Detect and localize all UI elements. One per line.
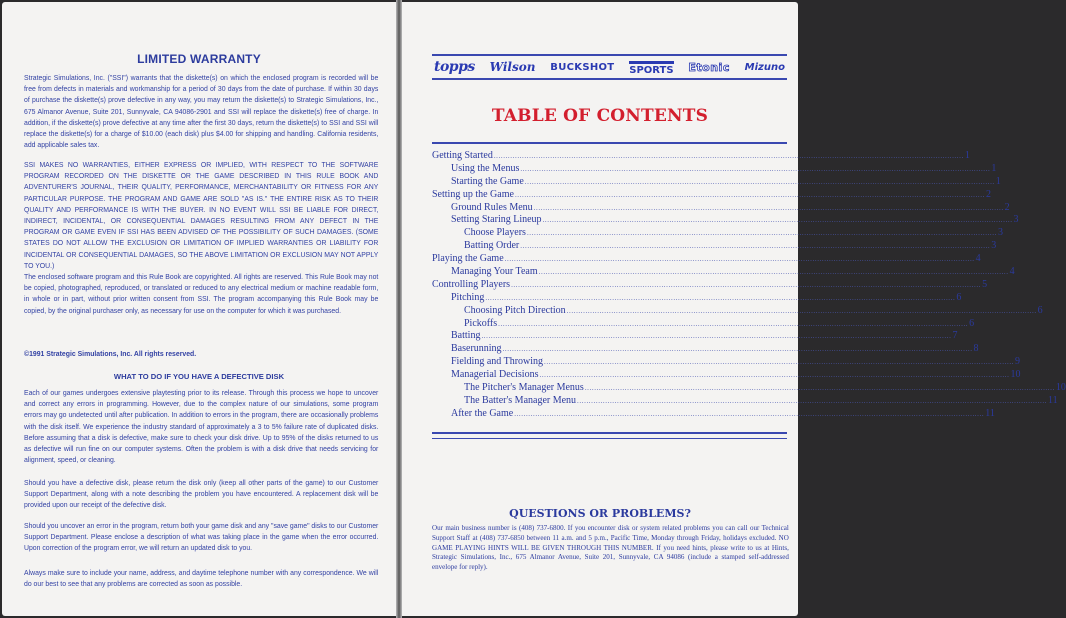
toc-entry-label: The Batter's Manager Menu (464, 394, 577, 406)
toc-entry (432, 175, 1001, 189)
toc-leader-dots: ........................................................................................................................................................................................................ (481, 332, 952, 341)
toc-entry-page: 10 (1055, 382, 1066, 394)
wilson-logo: Wilson (489, 60, 536, 74)
buckshot-logo: BUCKSHOT (550, 61, 615, 73)
toc-entry-label: Managerial Decisions (451, 369, 539, 381)
toc-entry (432, 201, 1010, 215)
questions-text: Our main business number is (408) 737-6800. If you encounter disk or system related problems you can call our Technical Support Staff at (408) 737-6850 between 11 a.m. and 5 p.m., Pacific Time, Monday through Friday, holidays excluded. NO GAME PLAYING HINTS WILL BE GIVEN THROUGH THIS NUMBER. If you need hints, please write to us at Hints, Strategic Simulations, Inc., 675 Almanor Avenue, Suite 201, Sunnyvale, CA 94086 (include a stamped self-addressed envelope for reply). (432, 523, 789, 572)
playtesting-paragraph: Each of our games undergoes extensive playtesting prior to its release. Through this process we hope to uncover and correct any errors in programming. However, due to the complex nature of our simulations, some program errors may go undetected until after publication. In addition to errors in the program, there are occasionally problems with the disk itself. We experience the industry standard of approximately a 3 to 5% failure rate of duplicated disks. Before assuming that a disk is defective, make sure to check your disk drive. Up to 95% of the disks returned to us as defective will run fine on our computer systems. Often the problem is with a disk drive that needs servicing for alignment, speed, or cleaning. (24, 388, 379, 465)
toc-leader-dots: ........................................................................................................................................................................................................ (493, 152, 964, 160)
toc-entry-label: Batting (451, 330, 481, 342)
toc-leader-dots: ........................................................................................................................................................................................................ (566, 306, 1037, 315)
toc-leader-dots: ........................................................................................................................................................................................................ (542, 216, 1013, 225)
toc-entry-page: 1 (991, 162, 997, 174)
toc-entry-page: 6 (956, 291, 962, 303)
mizuno-logo: Mizuno (744, 61, 785, 73)
toc-leader-dots: ........................................................................................................................................................................................................ (520, 164, 991, 173)
toc-entry (432, 227, 1003, 240)
toc-entry-page: 6 (1037, 304, 1043, 316)
questions-title: QUESTIONS OR PROBLEMS? (509, 507, 691, 520)
toc-entry-label: The Pitcher's Manager Menus (464, 382, 584, 394)
toc-entry (432, 394, 1058, 408)
disclaimer-paragraph: SSI MAKES NO WARRANTIES, EITHER EXPRESS OR IMPLIED, WITH RESPECT TO THE SOFTWARE PROGRAM RECORDED ON THE DISKETTE OR THE GAME DESCRIBED IN THIS RULE BOOK AND ADVENTURER'S JOURNAL, THEIR QUALITY, PERFORMANCE, MERCHANTABILITY OR FITNESS FOR ANY PARTICULAR PURPOSE. THE PROGRAM AND GAME ARE SOLD "AS IS." THE ENTIRE RISK AS TO THEIR QUALITY AND PERFORMANCE IS WITH THE BUYER. IN NO EVENT WILL SSI BE LIABLE FOR DIRECT, INDIRECT, INCIDENTAL, OR CONSEQUENTIAL DAMAGES RESULTING FROM ANY DEFECT IN THE PROGRAM OR GAME EVEN IF SSI HAS BEEN ADVISED OF THE POSSIBILITY OF SUCH DAMAGES. (SOME STATES DO NOT ALLOW THE EXCLUSION OR LIMITATION OF IMPLIED WARRANTIES OR LIABILITY FOR INCIDENTAL OR CONSEQUENTIAL DAMAGES, SO THE ABOVE LIMITATION OR EXCLUSION MAY NOT APPLY TO YOU.) (24, 160, 379, 270)
toc-leader-dots: ........................................................................................................................................................................................................ (485, 293, 956, 302)
toc-entry (432, 304, 1043, 318)
toc-leader-dots: ........................................................................................................................................................................................................ (533, 203, 1004, 212)
defective-disk-heading: WHAT TO DO IF YOU HAVE A DEFECTIVE DISK (113, 372, 285, 381)
toc-leader-dots: ........................................................................................................................................................................................................ (504, 255, 975, 264)
warranty-paragraph: Strategic Simulations, Inc. ("SSI") warrants that the diskette(s) on which the enclosed program is recorded will be free from defects in materials and workmanship for a period of 30 days from the date of purchase. If within 30 days of purchase the diskette(s) prove defective in any way, you may return the diskette(s) to Strategic Simulations, Inc., 675 Almanor Avenue, Suite 201, Sunnyvale, CA 94086-2901 and SSI will replace the diskette(s) free of charge. In addition, if the diskette(s) prove defective at any time after the first 30 days, return the diskette(s) to SSI and SSI will replace the diskette(s) for a charge of $10.00 (each disk) plus $4.00 for shipping and handling. California residents, add applicable sales tax. (24, 73, 379, 150)
toc-entry-page: 10 (1010, 369, 1021, 381)
toc-entry-page: 8 (973, 343, 979, 355)
toc-entry-label: Using the Menus (451, 162, 520, 174)
toc-entry-label: Setting Staring Lineup (451, 214, 542, 226)
warranty-title: LIMITED WARRANTY (137, 52, 261, 66)
toc-entry-page: 2 (985, 188, 991, 200)
toc-entry-label: Starting the Game (451, 175, 524, 187)
warranty-page (2, 2, 396, 616)
toc-entry (432, 278, 988, 292)
toc-entry-page: 3 (991, 240, 997, 252)
sports-logo-text: SPORTS (629, 64, 674, 76)
contents-page (402, 2, 1066, 616)
toc-leader-dots: ........................................................................................................................................................................................................ (584, 384, 1055, 393)
toc-entry-page: 11 (985, 407, 995, 419)
copyright-notice: ©1991 Strategic Simulations, Inc. All rights reserved. (24, 349, 197, 358)
topps-logo: topps (434, 59, 475, 75)
toc-entry-page: 3 (997, 227, 1003, 239)
toc-entry-label: Setting up the Game (432, 188, 514, 200)
contents-top-rule (432, 142, 787, 144)
toc-leader-dots: ........................................................................................................................................................................................................ (538, 268, 1009, 277)
toc-entry (432, 407, 995, 421)
toc-entry-label: Pitching (451, 291, 485, 303)
toc-leader-dots: ........................................................................................................................................................................................................ (577, 396, 1048, 405)
copyright-paragraph: The enclosed software program and this Rule Book are copyrighted. All rights are reserved. This Rule Book may not be copied, photographed, reproduced, or translated or reduced to any electrical medium or machine readable form, in whole or in part, without prior written consent from SSI. The program accompanying this Rule Book may be copied, by the original purchaser only, as necessary for use on the computer for which it was purchased. (24, 272, 379, 315)
toc-entry-label: After the Game (451, 407, 514, 419)
contents-bottom-rule (432, 432, 787, 434)
toc-entry-label: Controlling Players (432, 278, 511, 290)
toc-leader-dots: ........................................................................................................................................................................................................ (514, 190, 985, 199)
toc-entry (432, 343, 979, 356)
toc-entry (432, 382, 1066, 395)
toc-entry-label: Getting Started (432, 150, 493, 161)
toc-entry-label: Baserunning (451, 343, 502, 355)
contents-list (432, 150, 1066, 421)
toc-leader-dots: ........................................................................................................................................................................................................ (524, 177, 995, 186)
toc-entry-page: 6 (969, 317, 975, 329)
correspondence-paragraph: Always make sure to include your name, address, and daytime telephone number with any correspondence. We will do our best to see that any problems are corrected as soon as possible. (24, 568, 379, 589)
toc-entry-label: Managing Your Team (451, 266, 538, 278)
toc-entry (432, 266, 1015, 279)
toc-entry (432, 150, 970, 163)
toc-entry (432, 240, 997, 253)
toc-entry (432, 253, 981, 266)
toc-entry-label: Batting Order (464, 240, 520, 252)
toc-leader-dots: ........................................................................................................................................................................................................ (520, 242, 991, 251)
toc-entry (432, 317, 975, 331)
toc-entry-page: 11 (1048, 394, 1058, 406)
return-disk-paragraph: Should you have a defective disk, please return the disk only (keep all other parts of the game) to our Customer Support Department, along with a note describing the problem you have encountered. A replacement disk will be provided upon our receipt of the defective disk. (24, 478, 379, 510)
toc-entry (432, 330, 958, 343)
toc-entry-page: 7 (952, 330, 958, 342)
toc-entry-page: 9 (1015, 356, 1021, 368)
toc-entry-label: Choosing Pitch Direction (464, 304, 566, 316)
contents-title: TABLE OF CONTENTS (491, 106, 709, 126)
toc-entry-label: Pickoffs (464, 317, 498, 329)
toc-leader-dots: ........................................................................................................................................................................................................ (502, 345, 973, 354)
etonic-logo: Etonic (688, 60, 730, 74)
toc-entry-page: 2 (1004, 201, 1010, 213)
toc-entry-page: 3 (1013, 214, 1019, 226)
toc-entry-page: 5 (982, 278, 988, 290)
toc-entry-page: 1 (964, 150, 970, 161)
toc-entry (432, 291, 962, 305)
sponsor-logo-bar (432, 54, 787, 80)
toc-leader-dots: ........................................................................................................................................................................................................ (539, 371, 1010, 380)
toc-entry (432, 214, 1019, 227)
toc-entry-label: Fielding and Throwing (451, 356, 544, 368)
sports-logo (629, 59, 673, 76)
contents-bottom-rule-thin (432, 438, 787, 439)
toc-leader-dots: ........................................................................................................................................................................................................ (526, 229, 997, 238)
program-error-paragraph: Should you uncover an error in the program, return both your game disk and any "save game" disks to our Customer Support Department. Please enclose a description of what was taking place in the game when the error occurred. Upon correction of the program error, we will return an updated disk to you. (24, 521, 379, 553)
toc-leader-dots: ........................................................................................................................................................................................................ (514, 409, 985, 418)
toc-entry (432, 356, 1021, 369)
toc-entry-label: Playing the Game (432, 253, 504, 265)
toc-entry (432, 369, 1021, 382)
toc-entry-label: Ground Rules Menu (451, 201, 533, 213)
toc-entry (432, 162, 997, 176)
toc-leader-dots: ........................................................................................................................................................................................................ (498, 319, 969, 328)
toc-entry (432, 188, 991, 202)
toc-entry-page: 1 (995, 175, 1001, 187)
toc-leader-dots: ........................................................................................................................................................................................................ (511, 280, 982, 289)
toc-entry-label: Choose Players (464, 227, 526, 239)
toc-leader-dots: ........................................................................................................................................................................................................ (544, 358, 1015, 367)
toc-entry-page: 4 (975, 253, 981, 265)
toc-entry-page: 4 (1009, 266, 1015, 278)
